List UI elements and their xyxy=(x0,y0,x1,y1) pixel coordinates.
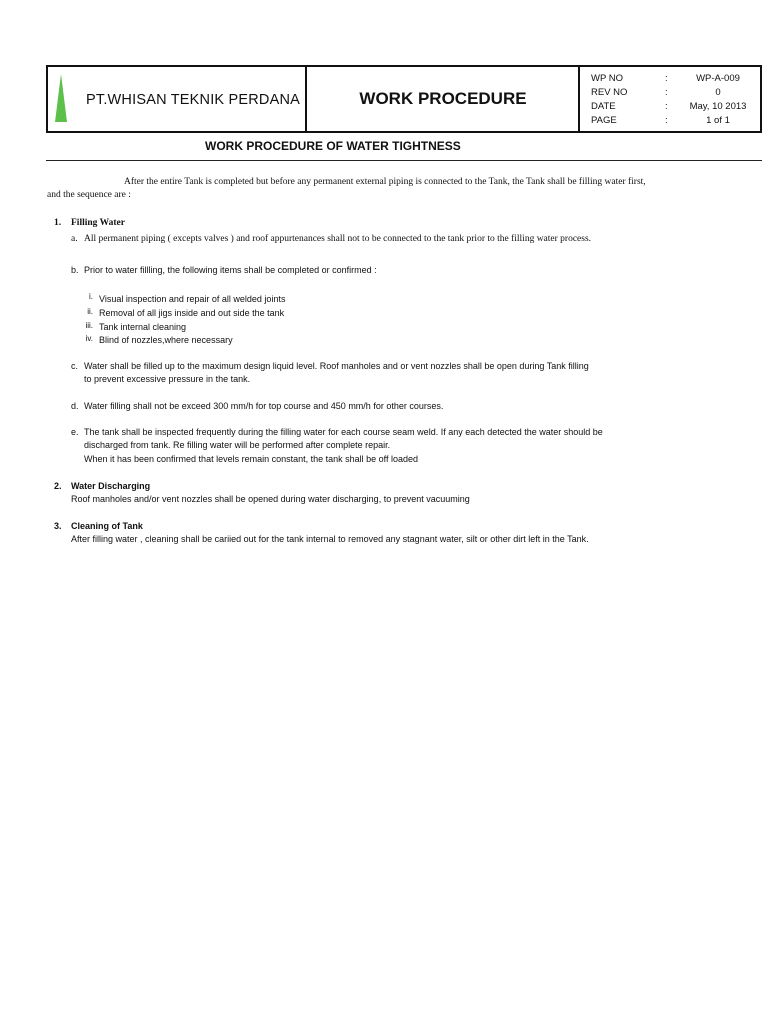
section-2-title: Water Discharging xyxy=(71,481,151,491)
section-1-number: 1. xyxy=(54,218,62,228)
subitem-number: iii. xyxy=(85,321,93,330)
title-rule xyxy=(46,160,762,161)
intro-line-1: After the entire Tank is completed but before any permanent external piping is connected to the Tank, the Tank shall be filling water first, xyxy=(124,177,646,187)
item-c-text-line-1: Water shall be filled up to the maximum design liquid level. Roof manholes and or vent nozzles shall be open during Tank filling xyxy=(84,361,589,371)
item-e-marker: e. xyxy=(71,427,79,437)
section-3-number: 3. xyxy=(54,521,62,531)
item-b-text: Prior to water fillling, the following items shall be completed or confirmed : xyxy=(84,265,377,275)
item-b-marker: b. xyxy=(71,265,79,275)
item-c-text-line-2: to prevent excessive pressure in the tank. xyxy=(84,374,251,384)
item-a-text: All permanent piping ( excepts valves ) and roof appurtenances shall not to be connected to the tank prior to the filling water process. xyxy=(84,234,592,244)
item-e-text-line-2: discharged from tank. Re filling water will be performed after complete repair. xyxy=(84,440,391,450)
section-3-title: Cleaning of Tank xyxy=(71,521,143,531)
item-e-text-line-1: The tank shall be inspected frequently during the filling water for each course seam weld. If any each detected the water should be xyxy=(84,427,603,437)
procedure-title: WORK PROCEDURE OF WATER TIGHTNESS xyxy=(205,139,461,153)
page-label: PAGE xyxy=(591,115,617,126)
header-divider xyxy=(578,67,580,131)
item-d-marker: d. xyxy=(71,401,79,411)
wp-no-label: WP NO xyxy=(591,73,624,84)
subitem-number: i. xyxy=(89,292,93,301)
meta-colon: : xyxy=(665,87,668,98)
meta-colon: : xyxy=(665,101,668,112)
item-e-text-line-3: When it has been confirmed that levels remain constant, the tank shall be off loaded xyxy=(84,454,419,464)
item-c-marker: c. xyxy=(71,361,79,371)
company-name: PT.WHISAN TEKNIK PERDANA xyxy=(86,92,301,108)
rev-no-label: REV NO xyxy=(591,87,628,98)
section-2-text: Roof manholes and/or vent nozzles shall be opened during water discharging, to prevent vacuuming xyxy=(71,494,470,504)
document-header xyxy=(46,65,762,133)
section-3-text: After filling water , cleaning shall be cariied out for the tank internal to removed any stagnant water, silt or other dirt left in the Tank. xyxy=(71,534,589,544)
document-type-title: WORK PROCEDURE xyxy=(359,89,527,108)
subitem-text: Tank internal cleaning xyxy=(99,322,187,332)
subitem-number: ii. xyxy=(87,307,93,316)
subitem-text: Removal of all jigs inside and out side the tank xyxy=(99,308,285,318)
rev-no-value: 0 xyxy=(715,87,721,98)
subitem-number: iv. xyxy=(85,334,93,343)
meta-colon: : xyxy=(665,115,668,126)
date-value: May, 10 2013 xyxy=(689,101,747,112)
item-a-marker: a. xyxy=(71,234,78,244)
page-value: 1 of 1 xyxy=(706,115,730,126)
meta-colon: : xyxy=(665,73,668,84)
section-2-number: 2. xyxy=(54,481,62,491)
company-logo xyxy=(53,74,69,124)
subitem-text: Blind of nozzles,where necessary xyxy=(99,335,233,345)
wp-no-value: WP-A-009 xyxy=(696,73,740,84)
section-1-title: Filling Water xyxy=(71,218,125,228)
intro-line-2: and the sequence are : xyxy=(47,190,131,200)
date-label: DATE xyxy=(591,101,616,112)
item-d-text: Water filling shall not be exceed 300 mm/h for top course and 450 mm/h for other courses. xyxy=(84,401,444,411)
subitem-text: Visual inspection and repair of all welded joints xyxy=(99,294,286,304)
